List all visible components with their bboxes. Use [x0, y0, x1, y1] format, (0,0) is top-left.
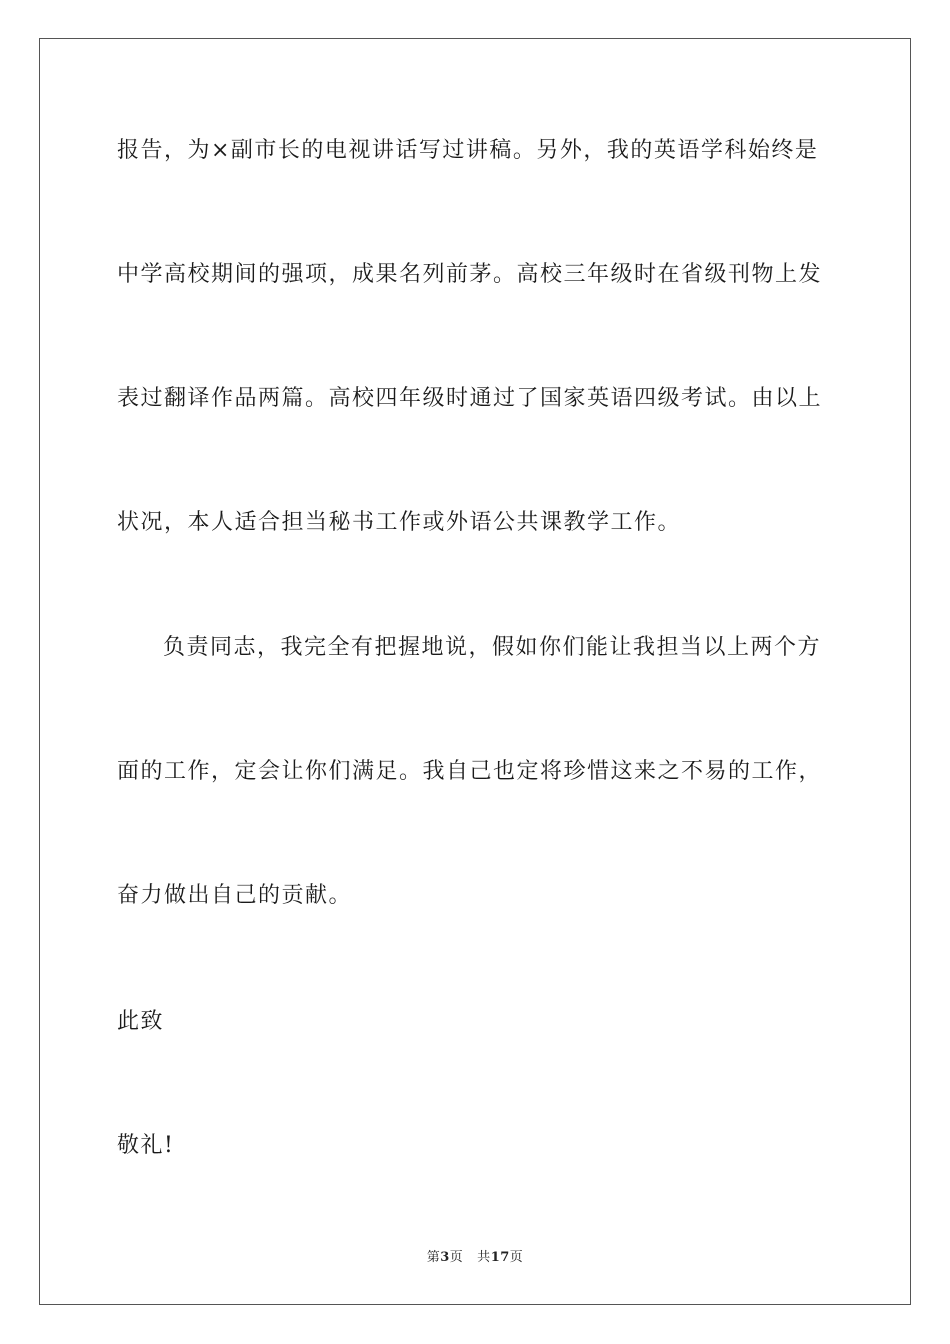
body-text-line: 表过翻译作品两篇。高校四年级时通过了国家英语四级考试。由以上: [117, 386, 823, 411]
body-text-line: 面的工作，定会让你们满足。我自己也定将珍惜这来之不易的工作，: [117, 759, 823, 784]
body-text-line: 奋力做出自己的贡献。: [117, 883, 353, 908]
page-footer: [0, 1246, 950, 1265]
body-text-line: 报告，为×副市长的电视讲话写过讲稿。另外，我的英语学科始终是: [117, 138, 819, 163]
body-text-line: 中学高校期间的强项，成果名列前茅。高校三年级时在省级刊物上发: [117, 262, 823, 287]
total-pages: 17: [490, 1250, 510, 1265]
page-suffix: 页: [449, 1250, 464, 1265]
closing-salutation: 此致: [117, 1009, 165, 1034]
page-border: [39, 38, 911, 1305]
body-text-line: 状况，本人适合担当秘书工作或外语公共课教学工作。: [117, 510, 682, 535]
closing-regards: 敬礼!: [117, 1133, 175, 1158]
paragraph-start-line: 负责同志，我完全有把握地说，假如你们能让我担当以上两个方: [163, 635, 822, 660]
page-prefix: 第: [426, 1250, 441, 1265]
total-prefix: 共: [477, 1250, 491, 1265]
total-suffix: 页: [509, 1250, 524, 1265]
page-number: 3: [440, 1250, 450, 1265]
